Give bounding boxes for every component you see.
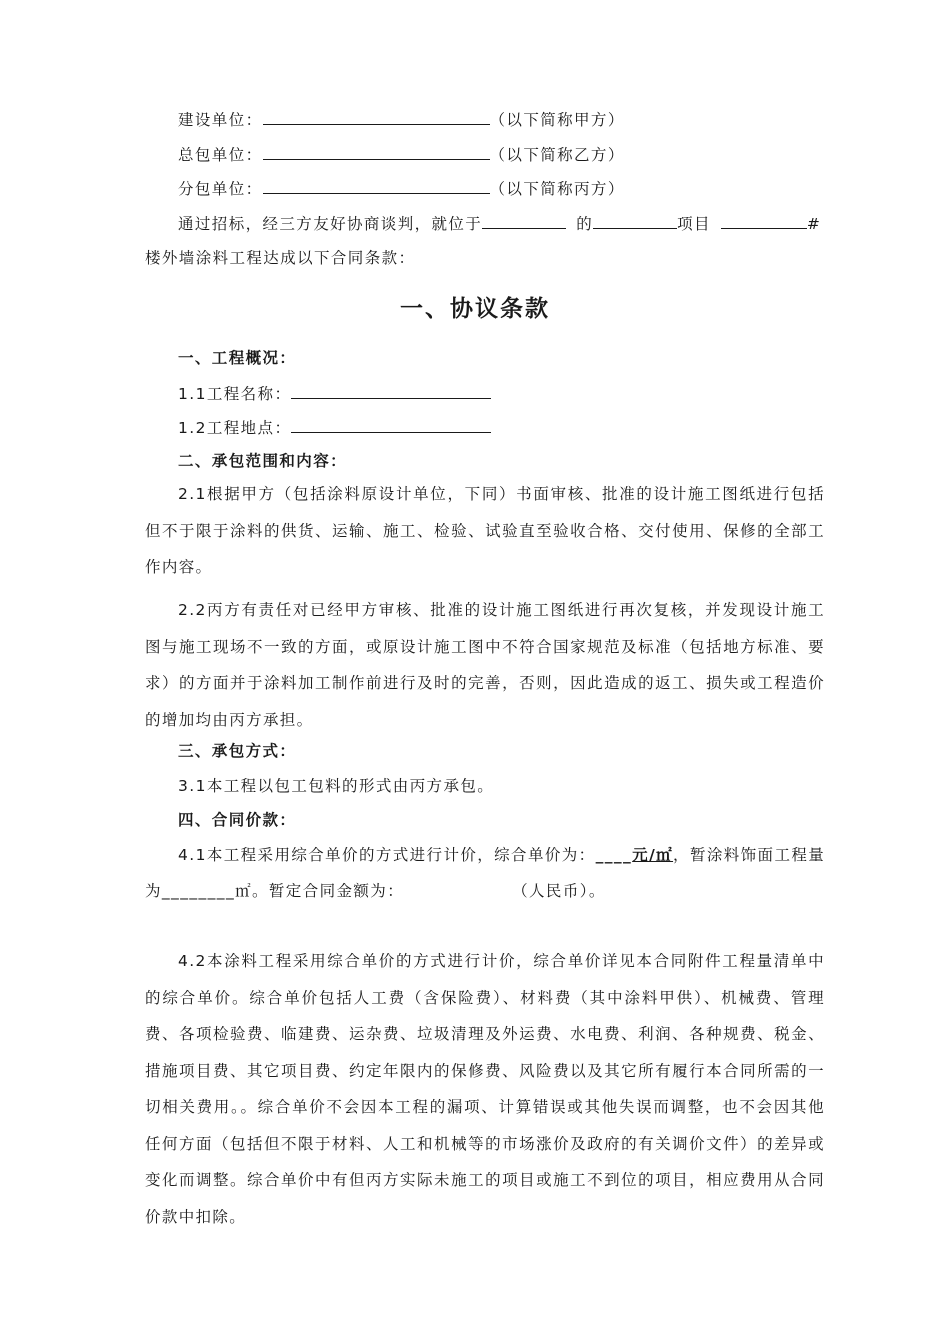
intro-part2: 的 bbox=[576, 215, 594, 233]
section-title: 一、协议条款 bbox=[400, 296, 550, 322]
general-label: 总包单位： bbox=[178, 146, 263, 164]
project-location-label: 1.2工程地点： bbox=[178, 419, 292, 437]
clause-2-2: 2.2丙方有责任对已经甲方审核、批准的设计施工图纸进行再次复核，并发现设计施工图与施工现场不一致的方面，或原设计施工图中不符合国家规范及标准（包括地方标准、要求）的方面并于涂料加工制作前进行及时的完善，否则，因此造成的返工、损失或工程造价的增加均由丙方承担。 bbox=[145, 601, 825, 729]
general-blank[interactable] bbox=[263, 143, 490, 160]
sub-suffix: （以下简称丙方） bbox=[489, 180, 625, 198]
section1-heading: 一、工程概况： bbox=[178, 349, 297, 367]
section2-heading: 二、承包范围和内容： bbox=[178, 452, 348, 470]
quantity-blank[interactable]: ________ bbox=[161, 882, 236, 900]
clause-2-1: 2.1根据甲方（包括涂料原设计单位，下同）书面审核、批准的设计施工图纸进行包括但不于限于涂料的供货、运输、施工、检验、试验直至验收合格、交付使用、保修的全部工作内容。 bbox=[145, 485, 825, 576]
project-name-blank[interactable] bbox=[291, 382, 491, 399]
project-name-label: 1.1工程名称： bbox=[178, 385, 292, 403]
project-location-line bbox=[178, 416, 491, 438]
owner-blank[interactable] bbox=[263, 108, 490, 125]
general-contractor-line bbox=[178, 143, 625, 165]
owner-suffix: （以下简称甲方） bbox=[489, 111, 625, 129]
intro-project-blank[interactable] bbox=[593, 212, 677, 229]
intro-building-blank[interactable] bbox=[721, 212, 807, 229]
general-suffix: （以下简称乙方） bbox=[489, 146, 625, 164]
project-name-line bbox=[178, 382, 491, 404]
section3-heading: 三、承包方式： bbox=[178, 742, 297, 760]
intro-line-1 bbox=[178, 212, 821, 234]
owner-line bbox=[178, 108, 625, 130]
section4-heading: 四、合同价款： bbox=[178, 811, 297, 829]
clause-4-1-text-c: 为 bbox=[145, 882, 162, 900]
intro-part4: # bbox=[806, 215, 822, 233]
clause-3-1: 3.1本工程以包工包料的形式由丙方承包。 bbox=[178, 777, 495, 795]
unit-price-unit: 元/㎡ bbox=[632, 846, 674, 864]
sub-label: 分包单位： bbox=[178, 180, 263, 198]
intro-part1: 通过招标，经三方友好协商谈判，就位于 bbox=[178, 215, 483, 233]
intro-location-blank[interactable] bbox=[482, 212, 566, 229]
sub-blank[interactable] bbox=[263, 177, 490, 194]
clause-4-1-text-e: （人民币）。 bbox=[512, 882, 606, 900]
project-location-blank[interactable] bbox=[291, 416, 491, 433]
intro-line-2: 楼外墙涂料工程达成以下合同条款： bbox=[145, 249, 416, 267]
sub-contractor-line bbox=[178, 177, 625, 199]
clause-4-1-text-b: ，暂涂料饰面工程量 bbox=[673, 846, 826, 864]
clause-4-1-line-1 bbox=[178, 845, 825, 865]
intro-part3: 项目 bbox=[677, 215, 711, 233]
clause-4-2: 4.2本涂料工程采用综合单价的方式进行计价，综合单价详见本合同附件工程量清单中的综合单价。综合单价包括人工费（含保险费）、材料费（其中涂料甲供）、机械费、管理费、各项检验费、临建费、运杂费、垃圾清理及外运费、水电费、利润、各种规费、税金、措施项目费、其它项目费、约定年限内的保修费、风险费以及其它所有履行本合同所需的一切相关费用。。综合单价不会因本工程的漏项、计算错误或其他失误而调整，也不会因其他任何方面（包括但不限于材料、人工和机械等的市场涨价及政府的有关调价文件）的差异或变化而调整。综合单价中有但丙方实际未施工的项目或施工不到位的项目，相应费用从合同价款中扣除。 bbox=[145, 952, 825, 1226]
clause-4-1-text-a: 4.1本工程采用综合单价的方式进行计价，综合单价为： bbox=[178, 846, 596, 864]
clause-4-1-line-2 bbox=[145, 881, 606, 901]
clause-4-1-text-d: ㎡。暂定合同金额为： bbox=[235, 882, 405, 900]
unit-price-blank[interactable]: ____ bbox=[595, 846, 633, 864]
owner-label: 建设单位： bbox=[178, 111, 263, 129]
